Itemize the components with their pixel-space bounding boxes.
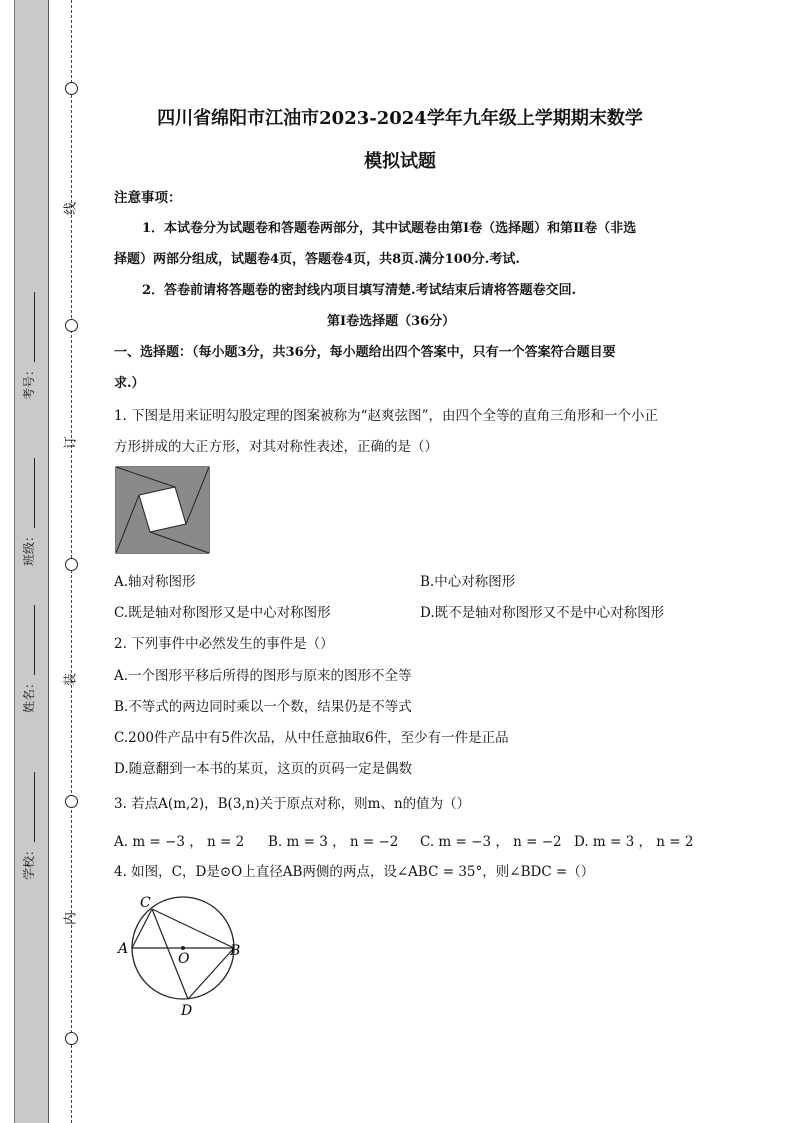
zhao-shuang-figure [115, 466, 210, 554]
q3-option-c: C. m = −3 ， n = −2 [420, 834, 562, 850]
seal-char-nei: 内 [63, 912, 79, 926]
q1-option-c: C.既是轴对称图形又是中心对称图形 [114, 605, 331, 621]
section-heading-cont: 求.） [114, 376, 145, 391]
info-exam-number: 考号： [23, 292, 35, 400]
seal-char-xian: 线 [63, 202, 79, 216]
q1-stem: 1. 下图是用来证明勾股定理的图案被称为“赵爽弦图”，由四个全等的直角三角形和一个小正 [114, 408, 658, 424]
info-class: 班级： [23, 458, 35, 566]
label-o: O [178, 951, 190, 967]
q3-option-b: B. m = 3 ， n = −2 [268, 834, 399, 850]
seal-char-zhuang: 装 [63, 673, 79, 687]
q2-option-c: C.200件产品中有5件次品，从中任意抽取6件，至少有一件是正品 [114, 730, 509, 746]
q2-option-d: D.随意翻到一本书的某页，这页的页码一定是偶数 [114, 761, 413, 777]
binding-hole [65, 795, 78, 808]
q4-stem: 4. 如图，C，D是⊙O上直径AB两侧的两点，设∠ABC = 35°，则∠BDC =（） [114, 864, 595, 880]
seal-char-ding: 订 [63, 436, 79, 450]
q1-stem-cont: 方形拼成的大正方形，对其对称性表述，正确的是（） [114, 439, 438, 455]
q1-option-b: B.中心对称图形 [420, 574, 516, 590]
q1-option-a: A.轴对称图形 [114, 574, 196, 590]
part-heading: 第Ⅰ卷选择题（36分） [327, 314, 456, 329]
q3-option-a: A. m = −3 ， n = 2 [114, 834, 245, 850]
section-heading: 一、选择题：（每小题3分，共36分，每小题给出四个答案中，只有一个答案符合题目要 [114, 345, 616, 360]
notes-heading: 注意事项： [114, 190, 182, 206]
binding-hole [65, 82, 78, 95]
note-2: 2．答卷前请将答题卷的密封线内项目填写清楚.考试结束后请将答题卷交回. [142, 283, 577, 298]
label-b: B [230, 943, 241, 959]
q2-option-b: B.不等式的两边同时乘以一个数，结果仍是不等式 [114, 699, 412, 715]
binding-hole [65, 319, 78, 332]
q1-option-d: D.既不是轴对称图形又不是中心对称图形 [420, 605, 665, 621]
info-name: 姓名： [23, 605, 35, 713]
label-a: A [118, 941, 129, 957]
circle-figure [110, 890, 250, 1020]
exam-subtitle: 模拟试题 [364, 151, 436, 172]
label-c: C [140, 895, 151, 911]
q3-option-d: D. m = 3 ， n = 2 [574, 834, 694, 850]
exam-title: 四川省绵阳市江油市2023-2024学年九年级上学期期末数学 [157, 108, 643, 129]
q2-option-a: A.一个图形平移后所得的图形与原来的图形不全等 [114, 668, 412, 684]
note-1: 1．本试卷分为试题卷和答题卷两部分，其中试题卷由第Ⅰ卷（选择题）和第Ⅱ卷（非选 [142, 221, 637, 236]
label-d: D [181, 1003, 193, 1019]
binding-hole [65, 558, 78, 571]
q2-stem: 2. 下列事件中必然发生的事件是（） [114, 636, 334, 652]
binding-hole [65, 1032, 78, 1045]
q3-stem: 3. 若点A(m,2)，B(3,n)关于原点对称，则m、n的值为（） [114, 796, 471, 812]
info-school: 学校： [23, 772, 35, 880]
note-1-cont: 择题）两部分组成，试题卷4页，答题卷4页，共8页.满分100分.考试. [114, 252, 520, 267]
